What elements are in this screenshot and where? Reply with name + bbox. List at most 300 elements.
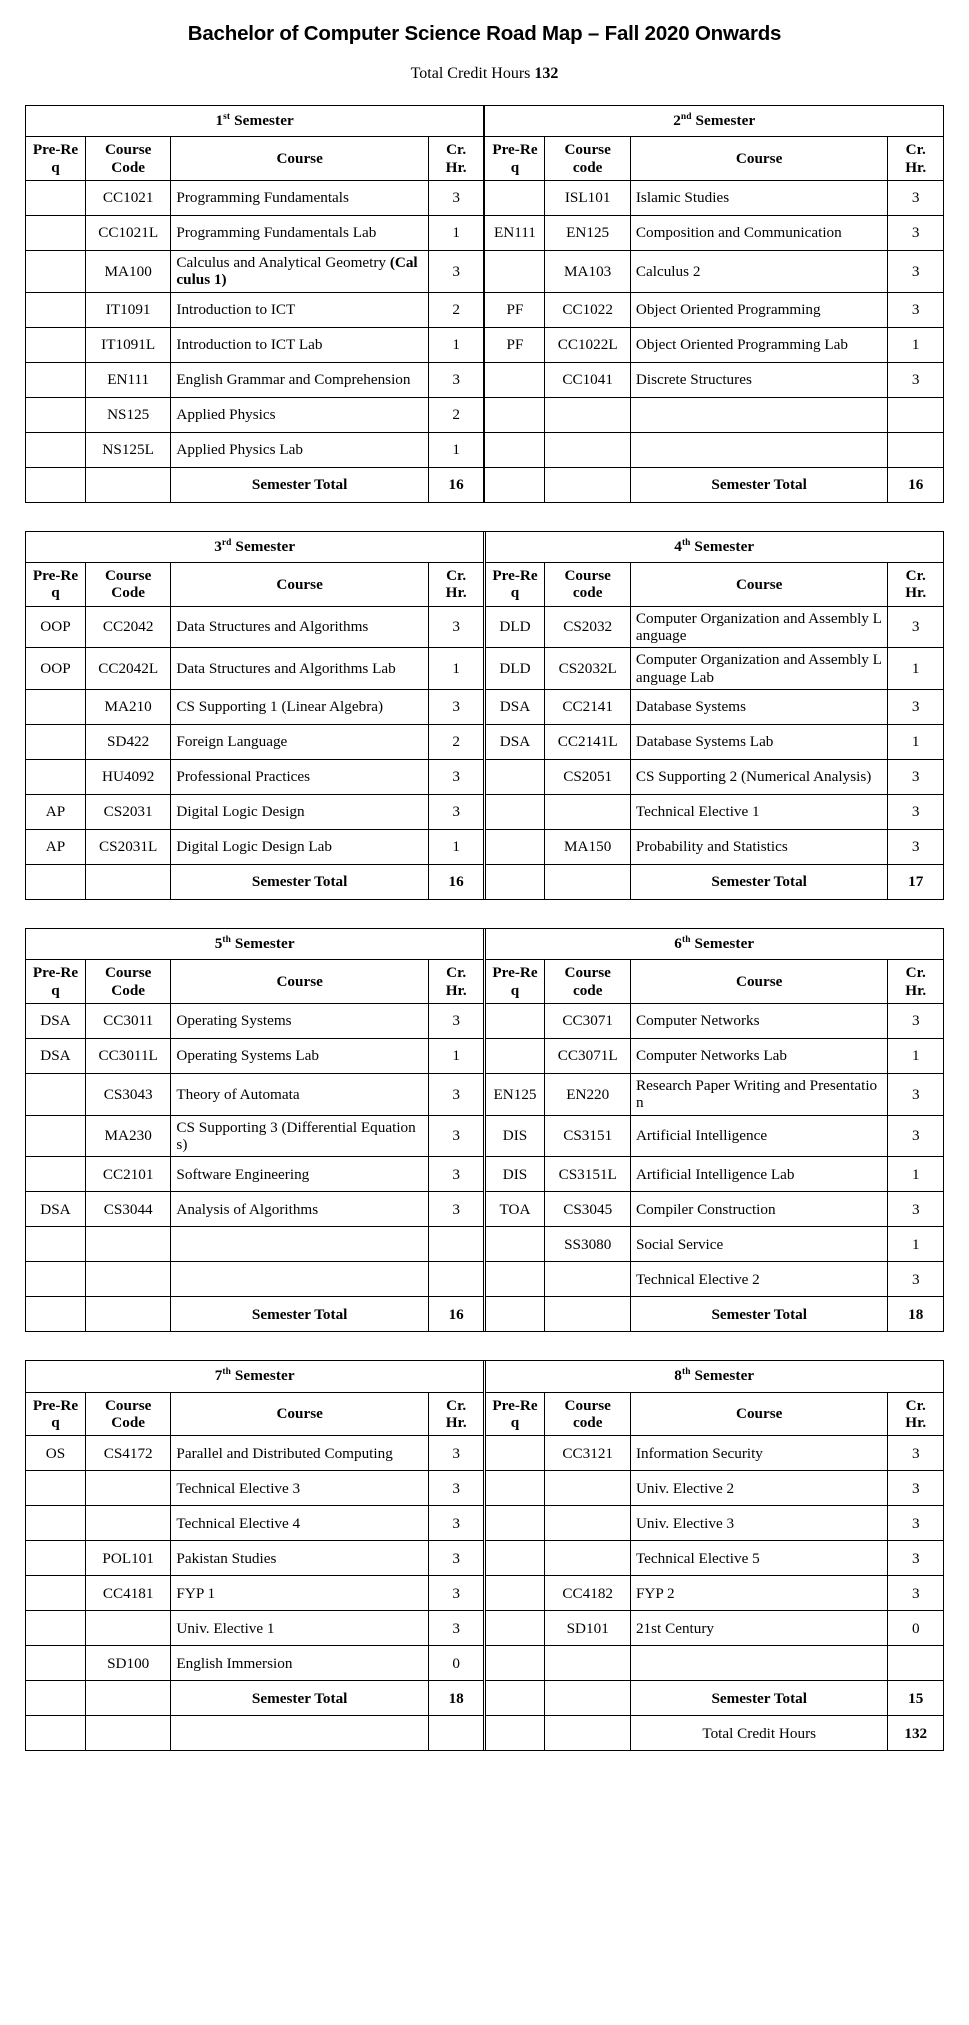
cell-course-code: CC1041 (545, 362, 630, 397)
header-credit-hours-left: Cr. Hr. (428, 960, 484, 1004)
header-course-code-left: Course Code (85, 1392, 170, 1436)
cell-credit-hours (428, 1227, 484, 1262)
cell-course-name: Database Systems Lab (630, 725, 888, 760)
cell-credit-hours: 3 (888, 1506, 944, 1541)
header-credit-hours-left: Cr. Hr. (428, 1392, 484, 1436)
table-row (26, 216, 944, 251)
semester-total-label-left: Semester Total (171, 1681, 429, 1716)
cell-course-code (85, 467, 170, 502)
semester-total-label-left: Semester Total (171, 865, 429, 900)
header-course-right: Course (630, 563, 888, 607)
cell-credit-hours: 3 (888, 1262, 944, 1297)
total-credit-hours-label: Total Credit Hours (630, 1716, 888, 1751)
header-course-right: Course (630, 960, 888, 1004)
cell-course-code: CC1022L (545, 327, 630, 362)
cell-course-name: Information Security (630, 1436, 888, 1471)
cell-prereq (26, 181, 86, 216)
header-prereq-left: Pre-Req (26, 1392, 86, 1436)
cell-course-code: CC3071L (545, 1039, 630, 1074)
header-course-code-right: Course code (545, 563, 630, 607)
cell-prereq: PF (485, 292, 545, 327)
grand-total-row (26, 1716, 944, 1751)
cell-course-code (545, 1471, 630, 1506)
cell-course-code: CC2042 (85, 606, 170, 648)
cell-course-name: Database Systems (630, 690, 888, 725)
cell-prereq (485, 1541, 545, 1576)
cell-course-name: Computer Networks Lab (630, 1039, 888, 1074)
cell-course-code: CC3011 (85, 1004, 170, 1039)
cell-credit-hours: 1 (428, 648, 484, 690)
header-course-left: Course (171, 563, 429, 607)
cell-prereq (26, 1074, 86, 1116)
cell-credit-hours: 3 (888, 1074, 944, 1116)
semester-total-label-left: Semester Total (171, 467, 429, 502)
cell-course-code: CC1021L (85, 216, 170, 251)
semester-total-label-right: Semester Total (630, 865, 888, 900)
cell-prereq (26, 327, 86, 362)
cell-course-code: SS3080 (545, 1227, 630, 1262)
cell-credit-hours: 3 (888, 292, 944, 327)
cell-course-name: FYP 1 (171, 1576, 429, 1611)
semester-title-row (26, 531, 944, 562)
header-prereq-right: Pre-Req (485, 960, 545, 1004)
cell-prereq (26, 690, 86, 725)
subtitle-value: 132 (534, 65, 559, 82)
cell-prereq: OOP (26, 648, 86, 690)
cell-course-name: Research Paper Writing and Presentation (630, 1074, 888, 1116)
table-row (26, 1039, 944, 1074)
cell-course-code: CS2051 (545, 760, 630, 795)
cell-prereq: DSA (485, 690, 545, 725)
cell-credit-hours (888, 432, 944, 467)
cell-course-code: IT1091 (85, 292, 170, 327)
semester-total-value-right: 18 (888, 1297, 944, 1332)
semester-total-value-left: 16 (428, 1297, 484, 1332)
semester-total-label-left: Semester Total (171, 1297, 429, 1332)
cell-credit-hours: 3 (888, 362, 944, 397)
cell-course-code: CS3045 (545, 1192, 630, 1227)
cell-prereq: PF (485, 327, 545, 362)
cell-credit-hours: 3 (428, 1471, 484, 1506)
cell-course-code: EN220 (545, 1074, 630, 1116)
cell-credit-hours: 3 (888, 251, 944, 293)
cell-credit-hours: 1 (888, 1157, 944, 1192)
header-course-left: Course (171, 137, 429, 181)
cell-course-name: Parallel and Distributed Computing (171, 1436, 429, 1471)
cell-credit-hours: 1 (428, 216, 483, 251)
cell-course-code: EN111 (85, 362, 170, 397)
cell-course-name: Applied Physics (171, 397, 429, 432)
cell-credit-hours: 3 (428, 795, 484, 830)
header-credit-hours-right: Cr. Hr. (888, 137, 944, 181)
cell-course-code: MA103 (545, 251, 630, 293)
table-row (26, 251, 944, 293)
cell-course-code: CC2141 (545, 690, 630, 725)
cell-course-name: Technical Elective 2 (630, 1262, 888, 1297)
cell-credit-hours: 3 (428, 1157, 484, 1192)
cell-prereq (26, 1115, 86, 1157)
cell-credit-hours: 3 (428, 251, 483, 293)
cell-credit-hours: 0 (888, 1611, 944, 1646)
semester-total-row (26, 467, 944, 502)
cell-credit-hours: 1 (888, 725, 944, 760)
cell-credit-hours: 2 (428, 397, 483, 432)
cell-course-name: Programming Fundamentals (171, 181, 429, 216)
header-credit-hours-right: Cr. Hr. (888, 960, 944, 1004)
cell-course-name: Introduction to ICT Lab (171, 327, 429, 362)
cell-credit-hours: 1 (888, 648, 944, 690)
cell-course-name: Analysis of Algorithms (171, 1192, 429, 1227)
cell-course-name (630, 397, 888, 432)
table-row (26, 830, 944, 865)
cell-course-code: CC2141L (545, 725, 630, 760)
table-row (26, 725, 944, 760)
cell-course-code: CC2101 (85, 1157, 170, 1192)
cell-course-code: NS125L (85, 432, 170, 467)
cell-credit-hours (888, 397, 944, 432)
cell-course-code: CC3071 (545, 1004, 630, 1039)
cell-course-name: Software Engineering (171, 1157, 429, 1192)
cell-credit-hours (428, 1716, 484, 1751)
cell-prereq (485, 467, 545, 502)
cell-prereq: OOP (26, 606, 86, 648)
table-row (26, 1576, 944, 1611)
cell-credit-hours: 3 (888, 1576, 944, 1611)
semester-title-1: 1st Semester (26, 106, 484, 137)
total-credit-hours-value: 132 (888, 1716, 944, 1751)
cell-course-code: HU4092 (85, 760, 170, 795)
cell-course-code: CS3044 (85, 1192, 170, 1227)
cell-prereq: AP (26, 830, 86, 865)
cell-credit-hours: 1 (888, 327, 944, 362)
cell-course-name (171, 1262, 429, 1297)
semester-total-value-left: 16 (428, 467, 483, 502)
cell-prereq (26, 216, 86, 251)
cell-credit-hours: 1 (888, 1039, 944, 1074)
cell-course-code (545, 1541, 630, 1576)
cell-course-name: CS Supporting 3 (Differential Equations) (171, 1115, 429, 1157)
cell-prereq (485, 865, 545, 900)
header-credit-hours-left: Cr. Hr. (428, 563, 484, 607)
cell-course-code: SD100 (85, 1646, 170, 1681)
cell-course-code: CS2032L (545, 648, 630, 690)
cell-credit-hours: 3 (428, 1576, 484, 1611)
cell-course-name: Computer Networks (630, 1004, 888, 1039)
cell-prereq: AP (26, 795, 86, 830)
cell-course-code: CS3151 (545, 1115, 630, 1157)
column-header-row (26, 1392, 944, 1436)
cell-course-code: MA150 (545, 830, 630, 865)
cell-course-name: Islamic Studies (630, 181, 888, 216)
cell-course-name: Technical Elective 3 (171, 1471, 429, 1506)
semester-title-8: 8th Semester (485, 1361, 943, 1392)
cell-prereq (26, 362, 86, 397)
cell-credit-hours: 3 (888, 1192, 944, 1227)
cell-credit-hours: 3 (888, 1115, 944, 1157)
header-course-left: Course (171, 1392, 429, 1436)
table-row (26, 1262, 944, 1297)
cell-course-name: Object Oriented Programming (630, 292, 888, 327)
header-course-code-left: Course Code (85, 960, 170, 1004)
cell-course-code (545, 1506, 630, 1541)
cell-credit-hours: 3 (428, 1541, 484, 1576)
cell-course-code: CC1022 (545, 292, 630, 327)
cell-course-name: Discrete Structures (630, 362, 888, 397)
cell-course-name: Pakistan Studies (171, 1541, 429, 1576)
semester-title-row (26, 929, 944, 960)
table-row (26, 606, 944, 648)
cell-course-name: CS Supporting 2 (Numerical Analysis) (630, 760, 888, 795)
cell-prereq (485, 181, 545, 216)
cell-prereq: DIS (485, 1115, 545, 1157)
table-row (26, 1115, 944, 1157)
cell-course-code: CS2031L (85, 830, 170, 865)
cell-credit-hours: 0 (428, 1646, 484, 1681)
cell-course-code (85, 1262, 170, 1297)
header-course-code-right: Course code (545, 960, 630, 1004)
table-row (26, 1541, 944, 1576)
cell-prereq (26, 1716, 86, 1751)
cell-course-code (85, 1506, 170, 1541)
cell-course-name: CS Supporting 1 (Linear Algebra) (171, 690, 429, 725)
table-row (26, 292, 944, 327)
header-course-right: Course (630, 137, 888, 181)
column-header-row (26, 960, 944, 1004)
cell-course-name (171, 1227, 429, 1262)
semester-total-row (26, 1297, 944, 1332)
cell-credit-hours: 3 (428, 1074, 484, 1116)
cell-course-code: CC2042L (85, 648, 170, 690)
cell-course-name (630, 1646, 888, 1681)
cell-prereq (485, 1262, 545, 1297)
cell-course-name: Technical Elective 1 (630, 795, 888, 830)
header-prereq-right: Pre-Req (485, 1392, 545, 1436)
header-course-code-right: Course code (545, 1392, 630, 1436)
header-credit-hours-right: Cr. Hr. (888, 1392, 944, 1436)
cell-prereq (26, 1297, 86, 1332)
cell-course-code: IT1091L (85, 327, 170, 362)
cell-credit-hours: 3 (888, 830, 944, 865)
cell-course-code (545, 1646, 630, 1681)
cell-credit-hours: 3 (428, 181, 483, 216)
table-row (26, 181, 944, 216)
cell-course-name: Professional Practices (171, 760, 429, 795)
cell-prereq (485, 795, 545, 830)
cell-prereq (485, 1039, 545, 1074)
cell-prereq (485, 1506, 545, 1541)
semester-total-label-right: Semester Total (630, 467, 888, 502)
cell-course-code: EN125 (545, 216, 630, 251)
cell-course-code: CS3151L (545, 1157, 630, 1192)
cell-course-name: Technical Elective 4 (171, 1506, 429, 1541)
cell-prereq (26, 1681, 86, 1716)
semester-table-2 (25, 531, 944, 900)
cell-course-name: Operating Systems Lab (171, 1039, 429, 1074)
cell-credit-hours: 3 (428, 1436, 484, 1471)
cell-prereq: EN125 (485, 1074, 545, 1116)
column-header-row (26, 563, 944, 607)
cell-course-code: MA210 (85, 690, 170, 725)
table-row (26, 327, 944, 362)
cell-course-name: Digital Logic Design (171, 795, 429, 830)
cell-credit-hours (428, 1262, 484, 1297)
cell-credit-hours: 1 (428, 1039, 484, 1074)
cell-course-code (545, 795, 630, 830)
cell-course-code (545, 1681, 630, 1716)
cell-credit-hours: 3 (888, 216, 944, 251)
cell-course-code (545, 397, 630, 432)
cell-course-name: Applied Physics Lab (171, 432, 429, 467)
cell-prereq (26, 467, 86, 502)
semester-title-7: 7th Semester (26, 1361, 484, 1392)
cell-course-code: CC1021 (85, 181, 170, 216)
cell-prereq: DSA (26, 1192, 86, 1227)
cell-prereq: DSA (26, 1039, 86, 1074)
semester-total-row (26, 865, 944, 900)
cell-course-name: Artificial Intelligence (630, 1115, 888, 1157)
cell-credit-hours: 1 (428, 830, 484, 865)
cell-credit-hours: 3 (888, 1541, 944, 1576)
cell-credit-hours: 3 (888, 1436, 944, 1471)
table-row (26, 648, 944, 690)
cell-prereq (26, 1506, 86, 1541)
cell-credit-hours: 1 (888, 1227, 944, 1262)
cell-course-code (85, 1611, 170, 1646)
cell-course-code (85, 1681, 170, 1716)
cell-course-name: Composition and Communication (630, 216, 888, 251)
cell-course-name: Theory of Automata (171, 1074, 429, 1116)
cell-course-code (85, 1471, 170, 1506)
cell-course-name: Digital Logic Design Lab (171, 830, 429, 865)
cell-prereq (26, 251, 86, 293)
table-row (26, 362, 944, 397)
total-credit-hours-subtitle (25, 46, 944, 105)
table-row (26, 432, 944, 467)
cell-course-name: Operating Systems (171, 1004, 429, 1039)
semester-table-3 (25, 928, 944, 1332)
cell-course-name: Probability and Statistics (630, 830, 888, 865)
header-course-right: Course (630, 1392, 888, 1436)
cell-course-name: Introduction to ICT (171, 292, 429, 327)
cell-course-name: FYP 2 (630, 1576, 888, 1611)
cell-course-code (85, 1227, 170, 1262)
table-row (26, 1004, 944, 1039)
cell-prereq (485, 1227, 545, 1262)
cell-course-code (545, 467, 630, 502)
cell-prereq (485, 251, 545, 293)
table-row (26, 1506, 944, 1541)
cell-credit-hours (888, 1646, 944, 1681)
semester-title-3: 3rd Semester (26, 531, 484, 562)
table-row (26, 690, 944, 725)
table-row (26, 795, 944, 830)
cell-credit-hours: 3 (428, 1192, 484, 1227)
cell-course-name: 21st Century (630, 1611, 888, 1646)
cell-credit-hours: 1 (428, 432, 483, 467)
cell-course-code (545, 432, 630, 467)
cell-course-name: Artificial Intelligence Lab (630, 1157, 888, 1192)
cell-course-code: POL101 (85, 1541, 170, 1576)
header-course-code-left: Course Code (85, 563, 170, 607)
cell-prereq (485, 1004, 545, 1039)
cell-course-name: English Grammar and Comprehension (171, 362, 429, 397)
cell-course-code: CS2032 (545, 606, 630, 648)
cell-prereq: DSA (26, 1004, 86, 1039)
cell-course-name: Compiler Construction (630, 1192, 888, 1227)
cell-course-code: CC4181 (85, 1576, 170, 1611)
cell-prereq (485, 362, 545, 397)
header-prereq-right: Pre-Req (485, 137, 545, 181)
cell-prereq (26, 432, 86, 467)
cell-course-code: MA230 (85, 1115, 170, 1157)
cell-prereq (485, 1646, 545, 1681)
cell-course-name (630, 432, 888, 467)
cell-course-name: Univ. Elective 1 (171, 1611, 429, 1646)
cell-prereq: DIS (485, 1157, 545, 1192)
cell-prereq (26, 1471, 86, 1506)
cell-course-name: Univ. Elective 2 (630, 1471, 888, 1506)
semester-title-4: 4th Semester (485, 531, 943, 562)
semester-title-row (26, 1361, 944, 1392)
page-title: Bachelor of Computer Science Road Map – Fall 2020 Onwards (187, 22, 782, 45)
cell-credit-hours: 3 (888, 1004, 944, 1039)
header-prereq-left: Pre-Req (26, 563, 86, 607)
cell-prereq (26, 292, 86, 327)
cell-credit-hours: 3 (888, 690, 944, 725)
cell-prereq (485, 1716, 545, 1751)
cell-course-code: CC3011L (85, 1039, 170, 1074)
cell-course-name: Data Structures and Algorithms Lab (171, 648, 429, 690)
cell-course-name: English Immersion (171, 1646, 429, 1681)
semester-title-5: 5th Semester (26, 929, 484, 960)
cell-prereq (485, 830, 545, 865)
cell-prereq (26, 725, 86, 760)
cell-prereq: EN111 (485, 216, 545, 251)
cell-course-code: MA100 (85, 251, 170, 293)
cell-prereq (485, 1611, 545, 1646)
cell-course-code (85, 865, 170, 900)
cell-course-code (85, 1297, 170, 1332)
semester-total-value-right: 17 (888, 865, 944, 900)
cell-course-name: Data Structures and Algorithms (171, 606, 429, 648)
cell-credit-hours: 3 (428, 690, 484, 725)
subtitle-label: Total Credit Hours (410, 65, 531, 82)
header-prereq-left: Pre-Req (26, 960, 86, 1004)
cell-credit-hours: 3 (888, 606, 944, 648)
cell-prereq (26, 1611, 86, 1646)
cell-course-code (545, 1297, 630, 1332)
cell-course-name: Foreign Language (171, 725, 429, 760)
cell-course-code: SD101 (545, 1611, 630, 1646)
cell-credit-hours: 3 (428, 1004, 484, 1039)
cell-prereq (485, 1297, 545, 1332)
cell-credit-hours: 3 (428, 1506, 484, 1541)
semester-total-value-left: 18 (428, 1681, 484, 1716)
table-row (26, 1192, 944, 1227)
cell-credit-hours: 3 (428, 1115, 484, 1157)
semester-total-value-right: 16 (888, 467, 944, 502)
table-row (26, 1074, 944, 1116)
cell-prereq (485, 760, 545, 795)
cell-credit-hours: 3 (888, 1471, 944, 1506)
semester-title-6: 6th Semester (485, 929, 943, 960)
cell-course-name (171, 1716, 429, 1751)
cell-credit-hours: 3 (428, 760, 484, 795)
cell-course-code (85, 1716, 170, 1751)
semester-title-row (26, 106, 944, 137)
cell-course-name: Calculus and Analytical Geometry (Calculus 1) (171, 251, 429, 293)
cell-prereq: OS (26, 1436, 86, 1471)
